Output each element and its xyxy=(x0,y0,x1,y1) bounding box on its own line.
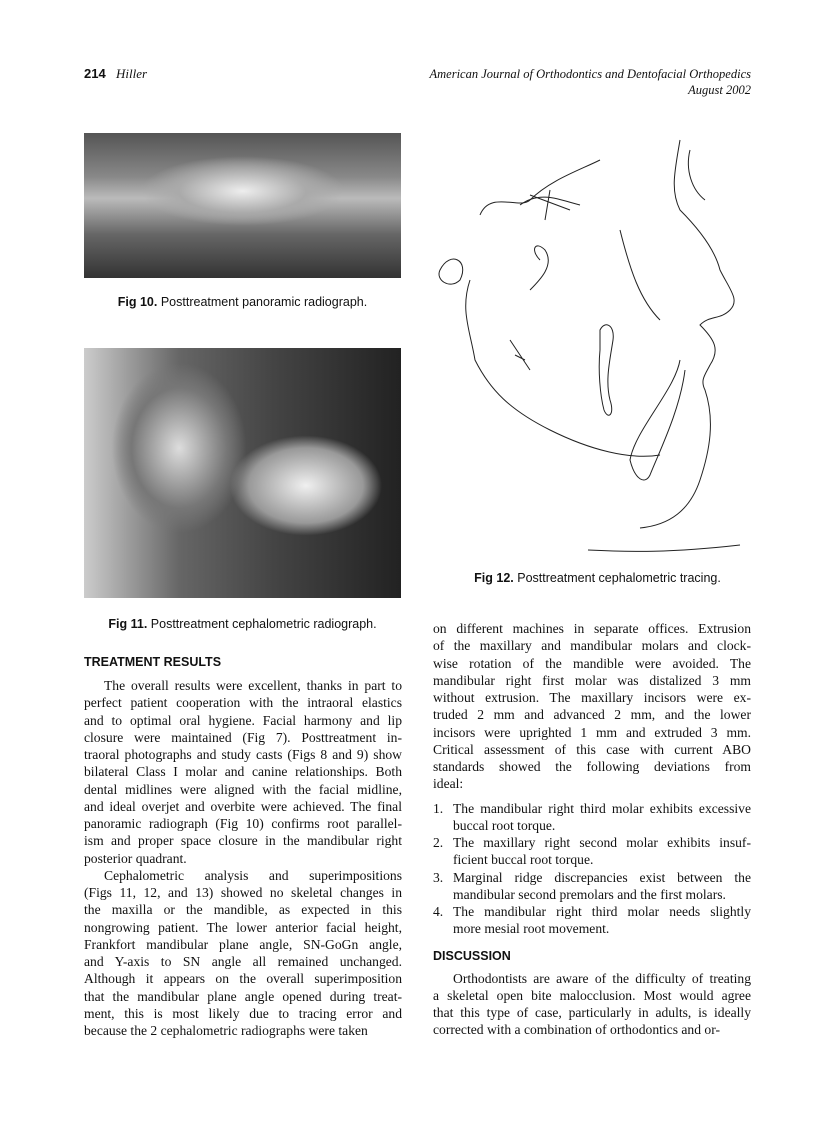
left-column-text xyxy=(84,677,402,1039)
text-line: without extrusion. The maxillary incisors were ex- xyxy=(433,690,751,705)
list-item xyxy=(433,903,751,938)
text-line: bilateral Class I molar and canine relationships. Both xyxy=(84,764,402,780)
paragraph xyxy=(433,970,751,1039)
page-number: 214 xyxy=(84,66,106,81)
text-line: Orthodontists are aware of the difficulty of treating xyxy=(453,970,751,986)
text-line: ideal: xyxy=(433,776,464,792)
fig-label: Fig 12. xyxy=(474,571,514,585)
list-item xyxy=(433,869,751,904)
text-line: on different machines in separate offices. Extrusion xyxy=(433,621,751,636)
running-author: Hiller xyxy=(116,66,148,81)
text-line: a skeletal open bite malocclusion. Most would agree xyxy=(433,987,751,1003)
text-line: and ideal overjet and overbite were achieved. The final xyxy=(84,798,402,814)
text-line: ficient buccal root torque. xyxy=(453,852,594,868)
cephalometric-tracing-drawing xyxy=(430,130,760,560)
text-line: posterior quadrant. xyxy=(84,850,187,866)
paragraph xyxy=(84,677,402,867)
list-item xyxy=(433,834,751,869)
text-line: ment, this is most likely due to tracing error and xyxy=(84,1005,402,1021)
text-line: standards showed the following deviations from xyxy=(433,759,751,774)
fig-caption-text: Posttreatment panoramic radiograph. xyxy=(160,295,368,309)
fig11-caption xyxy=(84,617,401,631)
fig-caption-text: Posttreatment cephalometric radiograph. xyxy=(150,617,377,631)
text-line: incisors were uprighted 1 mm and extruded 3 mm. xyxy=(433,724,751,740)
section-heading-discussion: DISCUSSION xyxy=(433,948,511,963)
text-line: Marginal ridge discrepancies exist between the xyxy=(453,869,751,885)
text-line: wise rotation of the mandible were avoided. The xyxy=(433,655,751,671)
list-number: 1. xyxy=(433,800,444,816)
text-line: nongrowing patient. The lower anterior facial height, xyxy=(84,919,402,935)
list-number: 2. xyxy=(433,835,444,850)
issue-date: August 2002 xyxy=(688,83,751,97)
text-line: that this type of case, particularly in adults, is ideally xyxy=(433,1005,751,1020)
fig-label: Fig 11. xyxy=(108,617,148,631)
fig10-caption xyxy=(84,295,401,309)
text-line: closure were maintained (Fig 7). Posttreatment in- xyxy=(84,729,402,745)
text-line: and to optimal oral hygiene. Facial harmony and lip xyxy=(84,712,402,728)
deviations-list xyxy=(433,800,751,938)
fig-label: Fig 10. xyxy=(117,295,158,309)
journal-title: American Journal of Orthodontics and Dentofacial Orthopedics xyxy=(429,67,751,81)
text-line: The maxillary right second molar exhibits insuf- xyxy=(453,835,751,850)
fig12-caption xyxy=(430,571,765,585)
right-column-text xyxy=(433,620,751,1039)
text-line: The mandibular right third molar exhibits excessive xyxy=(453,800,751,816)
text-line: The mandibular right third molar needs slightly xyxy=(453,904,751,919)
text-line: and Y-axis to SN angle all remained unchanged. xyxy=(84,954,402,969)
text-line: that the mandibular plane angle opened during treat- xyxy=(84,988,402,1004)
list-number: 3. xyxy=(433,869,444,885)
text-line: of the maxillary and mandibular molars and clock- xyxy=(433,638,751,654)
text-line: buccal root torque. xyxy=(453,817,556,833)
text-line: mandibular right first molar was distalized 3 mm xyxy=(433,672,751,688)
paragraph xyxy=(433,620,751,793)
text-line: more mesial root movement. xyxy=(453,921,610,937)
list-number: 4. xyxy=(433,904,444,919)
text-line: Critical assessment of this case with current ABO xyxy=(433,741,751,757)
section-heading-treatment-results: TREATMENT RESULTS xyxy=(84,655,222,669)
text-line: perfect patient cooperation with the intraoral elastics xyxy=(84,695,402,711)
list-item xyxy=(433,800,751,835)
text-line: Frankfort mandibular plane angle, SN-GoGn angle, xyxy=(84,936,402,952)
text-line: mandibular second premolars and the first molars. xyxy=(453,886,726,902)
text-line: truded 2 mm and advanced 2 mm, and the lower xyxy=(433,707,751,723)
text-line: dental midlines were aligned with the facial midline, xyxy=(84,781,402,797)
journal-header xyxy=(430,66,752,98)
text-line: panoramic radiograph (Fig 10) confirms root parallel- xyxy=(84,816,402,831)
text-line: traoral photographs and study casts (Figs 8 and 9) show xyxy=(84,747,402,762)
text-line: ism and proper space closure in the mandibular right xyxy=(84,833,402,849)
text-line: because the 2 cephalometric radiographs were taken xyxy=(84,1023,368,1038)
text-line: corrected with a combination of orthodontics and or- xyxy=(433,1022,720,1038)
panoramic-radiograph-image xyxy=(84,133,401,278)
text-line: Cephalometric analysis and superimpositions xyxy=(104,867,402,883)
fig-caption-text: Posttreatment cephalometric tracing. xyxy=(517,571,721,585)
text-line: the maxilla or the mandible, as expected in this xyxy=(84,902,402,918)
text-line: (Figs 11, 12, and 13) showed no skeletal changes in xyxy=(84,885,402,900)
cephalometric-radiograph-image xyxy=(84,348,401,598)
text-line: Although it appears on the overall superimposition xyxy=(84,971,402,987)
text-line: The overall results were excellent, thanks in part to xyxy=(104,678,402,693)
paragraph xyxy=(84,867,402,1040)
